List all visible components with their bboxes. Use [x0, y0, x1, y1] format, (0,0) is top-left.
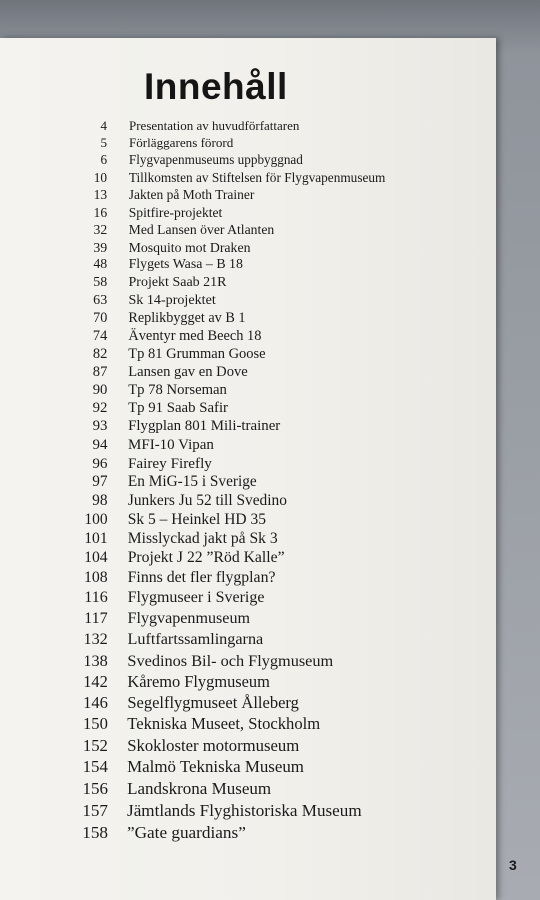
toc-page-number: 98: [92, 492, 108, 509]
toc-page-number: 138: [83, 651, 108, 670]
toc-title: ”Gate guardians”: [127, 823, 246, 842]
toc-title: Misslyckad jakt på Sk 3: [127, 530, 278, 547]
toc-page-number: 157: [82, 801, 108, 820]
toc-page-number: 5: [100, 135, 108, 150]
toc-page-number: 39: [93, 240, 108, 255]
toc-page-number: 32: [93, 222, 108, 237]
toc-title: Luftfartssamlingarna: [127, 630, 264, 648]
toc-title: Tp 78 Norseman: [128, 382, 227, 398]
toc-page-number: 70: [93, 310, 108, 326]
toc-title: Sk 14-projektet: [128, 292, 216, 308]
page-title: Innehåll: [144, 66, 288, 107]
toc-title: Tp 91 Saab Safir: [128, 400, 228, 416]
toc-title: Lansen gav en Dove: [128, 364, 248, 380]
toc-page-number: 6: [100, 152, 108, 167]
toc-title: Flygvapenmuseum: [127, 610, 251, 627]
toc-title: Svedinos Bil- och Flygmuseum: [127, 651, 334, 670]
toc-page-number: 100: [84, 511, 108, 528]
toc-page-number: 48: [93, 257, 108, 272]
toc-page-number: 158: [82, 823, 108, 842]
toc-page-number: 16: [93, 205, 108, 220]
toc-title: Presentation av huvudförfattaren: [129, 118, 300, 133]
toc-title: Fairey Firefly: [127, 455, 212, 472]
toc-page-number: 58: [93, 275, 108, 290]
toc-title: Jakten på Moth Trainer: [128, 187, 255, 202]
page-number: 3: [509, 857, 517, 873]
toc-title: Flygvapenmuseums uppbyggnad: [128, 152, 303, 167]
toc-page-number: 97: [92, 473, 108, 490]
toc-page-number: 154: [82, 757, 108, 776]
toc-title: Projekt Saab 21R: [128, 275, 227, 290]
toc-page-number: 104: [84, 549, 108, 566]
toc-title: Landskrona Museum: [127, 779, 272, 798]
toc-page-number: 146: [83, 693, 108, 712]
toc-title: Junkers Ju 52 till Svedino: [127, 492, 287, 509]
toc-title: Äventyr med Beech 18: [128, 328, 262, 344]
toc-page-number: 10: [93, 170, 108, 185]
toc-title: Replikbygget av B 1: [128, 310, 246, 326]
toc-title: Förläggarens förord: [128, 135, 234, 150]
toc-title: Malmö Tekniska Museum: [127, 757, 304, 776]
toc-title: Flygplan 801 Mili-trainer: [128, 418, 281, 434]
toc-page-number: 94: [92, 437, 108, 453]
toc-page-number: 156: [82, 779, 108, 798]
toc-title: Projekt J 22 ”Röd Kalle”: [127, 549, 285, 566]
toc-title: Tp 81 Grumman Goose: [128, 346, 266, 362]
toc-title: Tekniska Museet, Stockholm: [127, 714, 321, 733]
toc-page-number: 93: [92, 418, 108, 434]
toc-title: Tillkomsten av Stiftelsen för Flygvapenmuseum: [128, 170, 386, 185]
toc-page-number: 96: [92, 455, 108, 472]
toc-title: Segelflygmuseet Ålleberg: [127, 693, 299, 712]
toc-page-number: 82: [92, 346, 108, 362]
toc-page-number: 142: [83, 672, 108, 691]
toc-page-number: 13: [93, 187, 108, 202]
toc-page-number: 74: [92, 328, 108, 344]
toc-title: Med Lansen över Atlanten: [128, 222, 275, 237]
toc-title: Skokloster motormuseum: [127, 736, 300, 755]
toc-title: Spitfire-projektet: [128, 205, 223, 220]
toc-page-number: 4: [100, 118, 107, 133]
toc-page-number: 150: [82, 714, 108, 733]
toc-title: Sk 5 – Heinkel HD 35: [127, 511, 266, 528]
toc-page-number: 63: [93, 292, 108, 308]
toc-page-number: 116: [84, 589, 108, 606]
toc-page-number: 152: [82, 736, 108, 755]
toc-page-number: 101: [84, 530, 108, 547]
toc-title: Mosquito mot Draken: [128, 240, 251, 255]
toc-page-number: 90: [92, 382, 108, 398]
toc-title: Flygmuseer i Sverige: [127, 589, 265, 606]
toc-page-number: 117: [84, 610, 108, 627]
toc-title: En MiG-15 i Sverige: [127, 473, 257, 490]
toc-page-number: 132: [83, 630, 108, 648]
toc-page-number: 108: [83, 569, 108, 586]
toc-title: MFI-10 Vipan: [128, 437, 214, 453]
toc-title: Kåremo Flygmuseum: [127, 672, 270, 691]
toc-title: Finns det fler flygplan?: [127, 569, 276, 586]
toc-page-number: 87: [92, 364, 108, 380]
toc-title: Flygets Wasa – B 18: [128, 257, 243, 272]
toc-page-number: 92: [92, 400, 108, 416]
toc-title: Jämtlands Flyghistoriska Museum: [127, 801, 362, 820]
